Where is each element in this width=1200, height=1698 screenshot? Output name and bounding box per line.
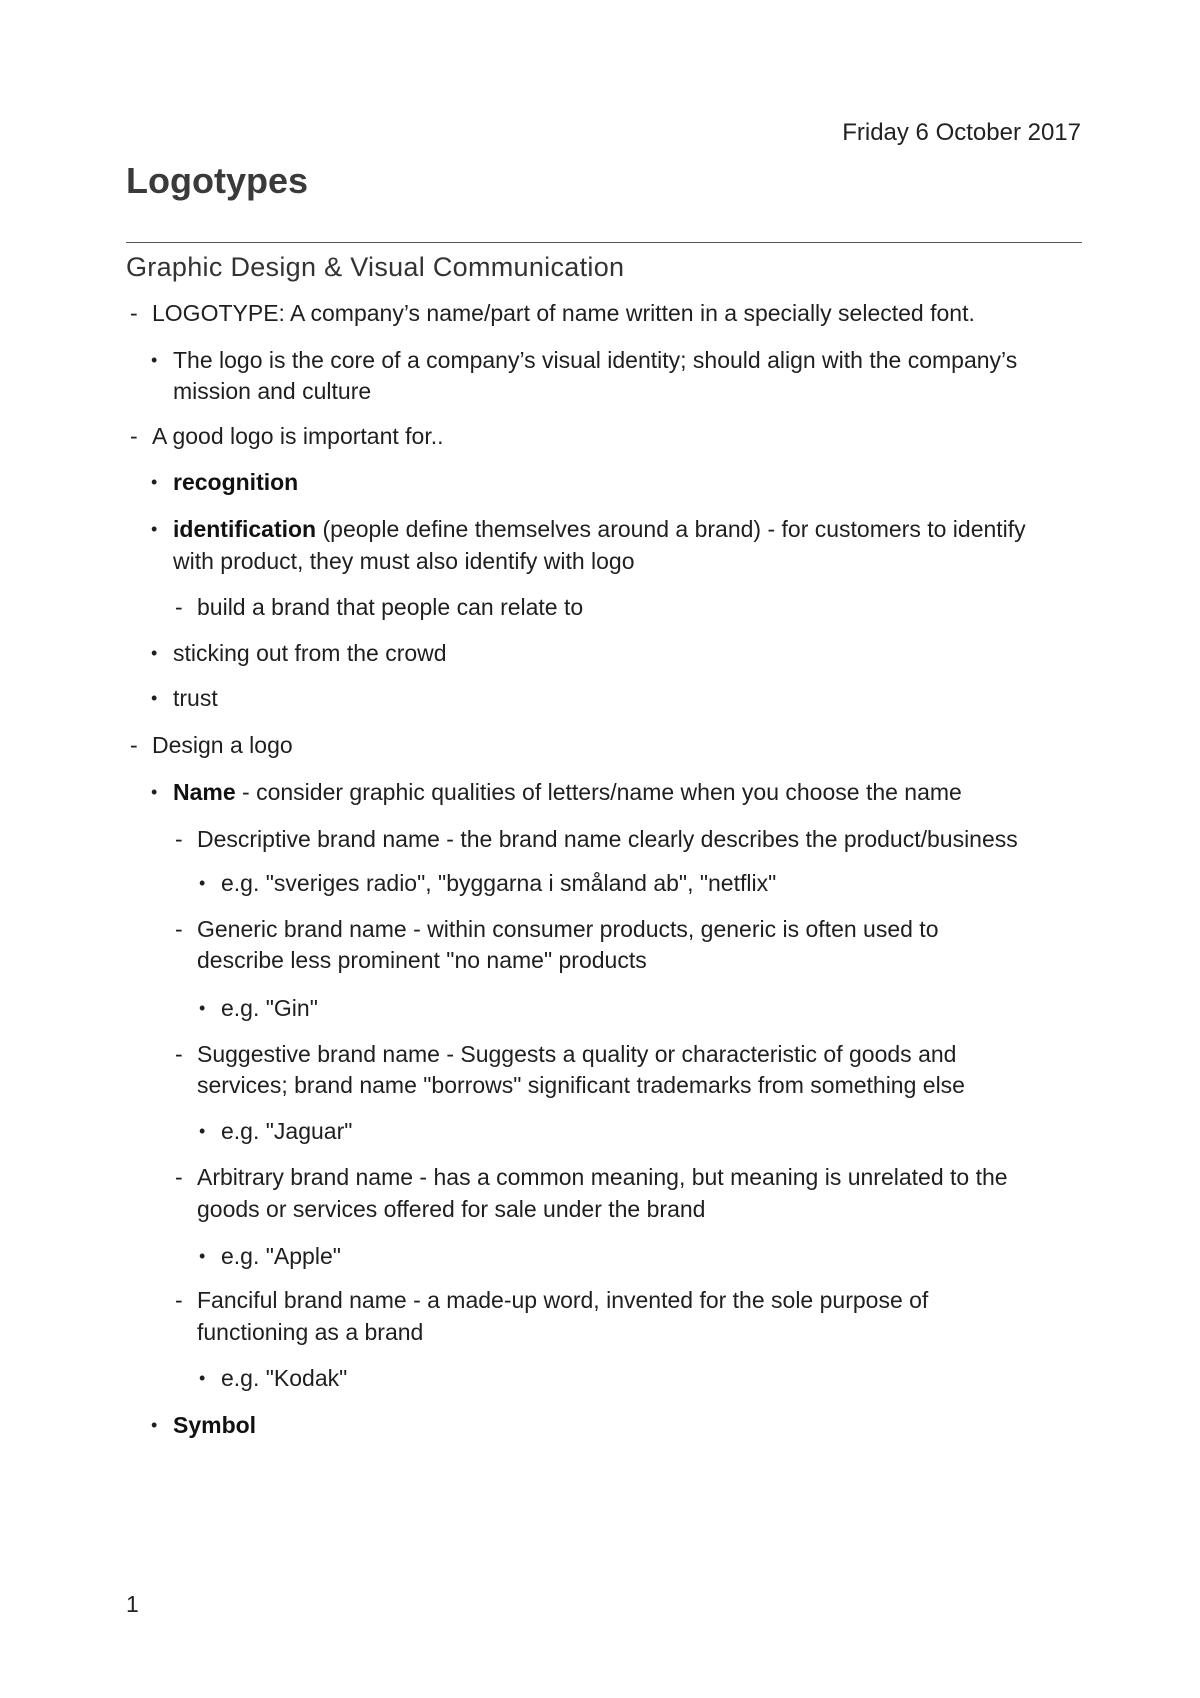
line-text: e.g. "Kodak" [221,1365,348,1391]
outline-line [197,590,583,624]
outline-line [197,1283,928,1317]
outline-line [173,636,447,670]
outline-line [173,465,298,499]
line-text: Fanciful brand name - a made-up word, invented for the sole purpose of [197,1287,929,1313]
line-text: e.g. "Jaguar" [221,1118,353,1144]
line-text: LOGOTYPE: A company’s name/part of name written in a specially selected font. [152,300,975,326]
outline-line [197,822,1018,856]
bullet-marker: • [199,998,206,1018]
line-text: Design a logo [152,732,293,758]
line-text: with product, they must also identify with logo [173,548,635,574]
line-text: Generic brand name - within consumer products, generic is often used to [197,916,939,942]
line-text: Arbitrary brand name - has a common meaning, but meaning is unrelated to the [197,1164,1008,1190]
line-text: e.g. "Gin" [221,995,318,1021]
dash-marker: - [130,732,138,758]
line-text: describe less prominent "no name" products [197,947,647,973]
line-text: A good logo is important for.. [152,423,444,449]
outline-line [221,1114,352,1148]
bullet-marker: • [151,688,158,708]
page-subtitle: Graphic Design & Visual Communication [126,252,625,282]
outline-line [197,912,939,946]
outline-line [173,544,635,578]
line-text: (people define themselves around a brand) - for customers to identify [316,516,1026,542]
outline-line [197,1192,705,1226]
dash-marker: - [175,1287,183,1313]
outline-line [197,1037,956,1071]
bold-term: identification [173,516,317,542]
line-text: - consider graphic qualities of letters/name when you choose the name [235,779,962,805]
outline-line [173,1408,256,1442]
line-text: functioning as a brand [197,1319,424,1345]
bullet-marker: • [199,873,206,893]
page-number: 1 [126,1591,139,1617]
outline-line [173,343,1017,377]
dash-marker: - [175,826,183,852]
bullet-marker: • [199,1121,206,1141]
line-text: mission and culture [173,378,372,404]
bullet-marker: • [151,1415,158,1435]
outline-line [173,512,1026,546]
dash-marker: - [175,1041,183,1067]
outline-line [221,866,776,900]
bullet-marker: • [151,350,158,370]
dash-marker: - [130,300,138,326]
dash-marker: - [175,916,183,942]
line-text: e.g. "sveriges radio", "byggarna i småland ab", "netflix" [221,870,777,896]
outline-line [152,728,293,762]
line-text: trust [173,685,218,711]
bullet-marker: • [199,1246,206,1266]
outline-line [173,681,218,715]
line-text: e.g. "Apple" [221,1243,341,1269]
outline-line [197,1160,1008,1194]
bullet-marker: • [151,643,158,663]
outline-line [221,1239,341,1273]
line-text: sticking out from the crowd [173,640,447,666]
dash-marker: - [175,594,183,620]
outline-line [197,943,647,977]
bullet-marker: • [151,782,158,802]
page-title: Logotypes [126,160,309,201]
outline-line [221,1361,347,1395]
line-text: Suggestive brand name - Suggests a quality or characteristic of goods and [197,1041,957,1067]
outline-line [197,1068,965,1102]
outline-line [152,419,444,453]
dash-marker: - [130,423,138,449]
line-text: The logo is the core of a company’s visual identity; should align with the company’s [173,347,1018,373]
line-text: services; brand name "borrows" significant trademarks from something else [197,1072,965,1098]
title-divider [126,242,1082,243]
outline-line [221,991,318,1025]
line-text: goods or services offered for sale under the brand [197,1196,706,1222]
bold-term: recognition [173,469,299,495]
outline-line [197,1315,423,1349]
bullet-marker: • [151,472,158,492]
bold-term: Name [173,779,236,805]
outline-line [173,775,962,809]
bullet-marker: • [199,1368,206,1388]
line-text: Descriptive brand name - the brand name clearly describes the product/business [197,826,1018,852]
outline-line [173,374,371,408]
outline-line [152,296,975,330]
line-text: build a brand that people can relate to [197,594,584,620]
document-date: Friday 6 October 2017 [842,119,1081,146]
dash-marker: - [175,1164,183,1190]
bold-term: Symbol [173,1412,257,1438]
bullet-marker: • [151,519,158,539]
